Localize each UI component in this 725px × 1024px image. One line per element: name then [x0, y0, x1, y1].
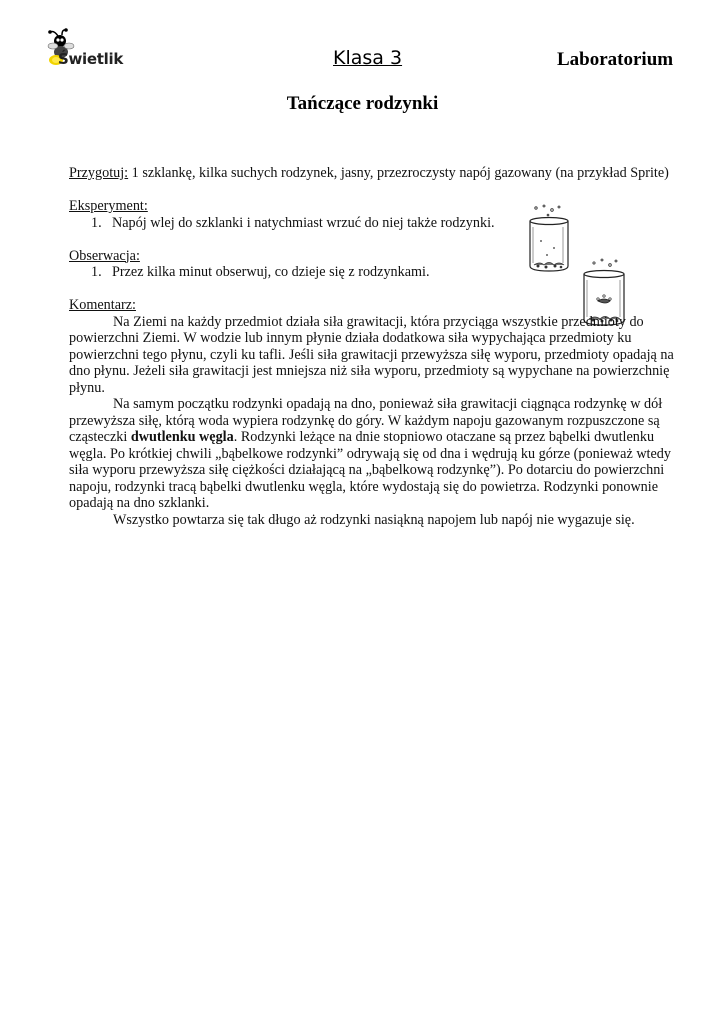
prepare-label: Przygotuj:	[69, 165, 129, 181]
observation-step-text: Przez kilka minut obserwuj, co dzieje się z rodzynkami.	[112, 264, 430, 280]
comment-paragraph-1: Na Ziemi na każdy przedmiot działa siła grawitacji, która przyciąga wszystkie przedmioty do powierzchni Ziemi. W wodzie lub innym płynie działa dodatkowa siła wypychająca przedmioty ku powierzchni tego płynu, czyli ku tafli. Jeśli siła grawitacji przewyższa siłę wyporu, przedmioty opadają na dno płynu. Jeżeli siła grawitacji jest mniejsza niż siła wyporu, przedmioty są wypychane na powierzchnię płynu.	[69, 313, 674, 396]
experiment-step-number: 1.	[91, 214, 102, 231]
experiment-step-text: Napój wlej do szklanki i natychmiast wrzuć do niej także rodzynki.	[112, 214, 495, 231]
experiment-label: Eksperyment:	[69, 198, 148, 214]
prepare-text: 1 szklankę, kilka suchych rodzynek, jasny, przezroczysty napój gazowany (na przykład Sprite)	[128, 165, 669, 181]
experiment-step	[69, 215, 679, 232]
comment-label: Komentarz:	[69, 297, 136, 313]
comment-p2-before: Na samym początku rodzynki opadają na dno, ponieważ siła grawitacji ciągnąca rodzynkę w dół przewyższa siłę, którą woda wypiera rodzynkę do góry. W każdym napoju gazowanym rozpuszczone są cząsteczki	[69, 396, 663, 445]
logo-text: Świetlik	[58, 50, 124, 68]
document-body	[69, 165, 679, 528]
comment-p2-bold: dwutlenku węgla	[130, 429, 234, 445]
comment-paragraph-3: Wszystko powtarza się tak długo aż rodzynki nasiąkną napojem lub napój nie wygazuje się.	[113, 511, 635, 528]
class-label: Klasa 3	[333, 47, 403, 69]
comment-p2-after: . Rodzynki leżące na dnie stopniowo otaczane są przez bąbelki dwutlenku węgla. Po krótkiej chwili „bąbelkowe rodzynki” odrywają się od dna i wędrują ku górze (ponieważ wtedy siła wyporu przewyższa siłę ciężkości działającą na „bąbelkową rodzynkę”). Po dotarciu do powierzchni napoju, rodzynki tracą bąbelki dwutlenku węgla, które wydostają się do powietrza. Rodzynki ponownie opadają na dno szklanki.	[69, 429, 671, 511]
prepare-paragraph	[69, 165, 679, 182]
observation-label: Obserwacja:	[69, 247, 140, 264]
lab-label: Laboratorium	[557, 49, 674, 70]
observation-step	[69, 264, 679, 281]
page-title: Tańczące rodzynki	[286, 93, 439, 114]
observation-step-number: 1.	[91, 264, 102, 280]
comment-paragraph-2	[69, 396, 679, 512]
